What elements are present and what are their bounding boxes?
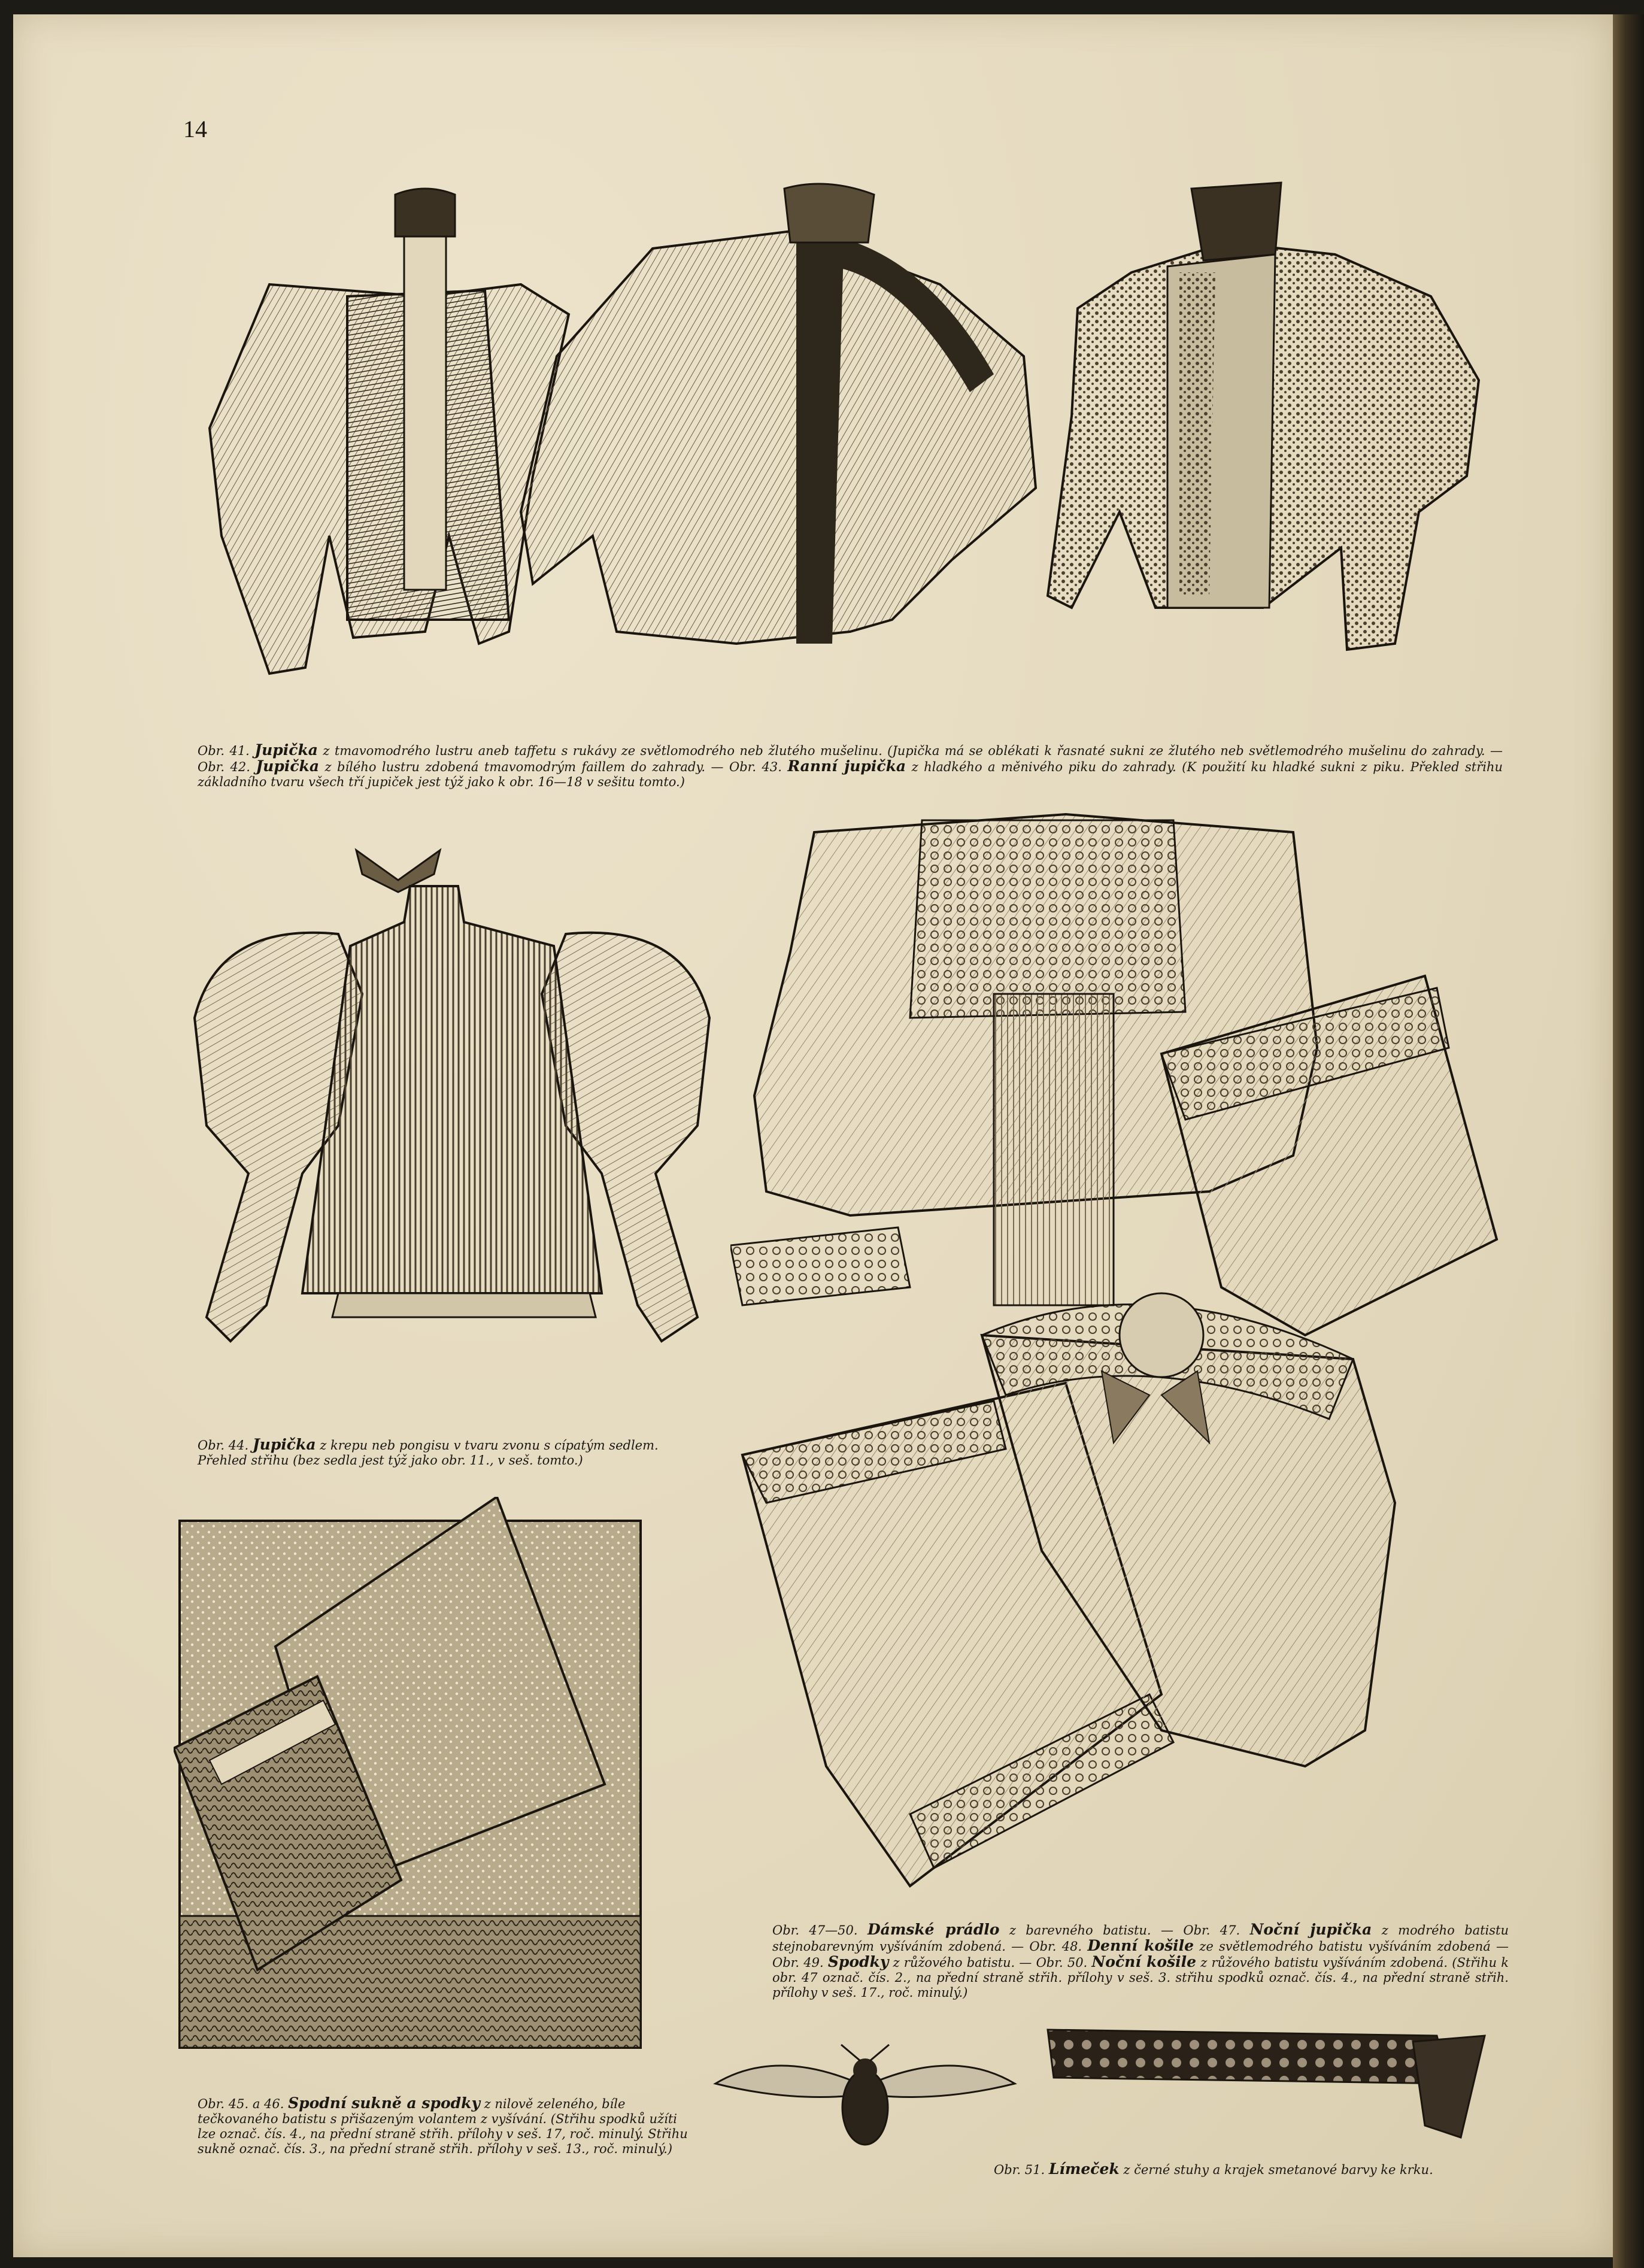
- petticoat-illustration: [174, 1497, 700, 2066]
- caption-text: z krepu neb pongisu v tvaru zvonu s cípatým sedlem. Přehled střihu (bez sedla jest týž jako obr. 11., v seš. tomto.): [198, 1438, 659, 1467]
- caption-text: Obr. 51.: [994, 2163, 1049, 2177]
- caption-term: Noční jupička: [1249, 1921, 1372, 1938]
- caption-term: Dámské prádlo: [867, 1921, 1000, 1938]
- caption-term: Ranní jupička: [787, 757, 906, 775]
- caption-term: Límeček: [1048, 2160, 1120, 2178]
- bell-jacket-illustration: [183, 838, 727, 1407]
- book-spine: [1613, 14, 1644, 2268]
- caption-text: z barevného batistu. — Obr. 47.: [999, 1923, 1250, 1937]
- ribbon-collar-illustration: [1042, 2018, 1491, 2143]
- caption-text: z růžového batistu. — Obr. 50.: [888, 1955, 1092, 1970]
- caption-text: z růžového batistu vyšíváním zdobená. (Střihu k obr. 47 označ. čís. 2., na přední straně střih. přílohy v seš. 3. střihu spodků označ. čís. 4., na přední straně střih. přílohy v seš. 17., roč. minulý.): [772, 1955, 1509, 2000]
- caption-term: Jupička: [256, 757, 320, 775]
- caption-text: z nilově zeleného, bíle tečkovaného batistu s přišazeným volantem z vyšívání. (Střihu spodků užíti lze označ. čís. 4., na přední straně střih. přílohy v seš. 17, roč. minulý. Střihu sukně označ. čís. 3., na přední straně střih. přílohy v seš. 13., roč. minulý.): [198, 2097, 688, 2156]
- caption-text: z tmavomodrého lustru aneb taffetu s rukávy ze světlomodrého neb žlutého mušelinu. (Jupička má se oblékati k řasnaté sukni ze žlutého neb světlemodrého mušelinu do zahrady. — Obr. 42.: [198, 744, 1503, 774]
- caption-text: Obr. 47—50.: [772, 1923, 868, 1937]
- caption-fig-41-43: [198, 742, 1503, 790]
- caption-term: Jupička: [254, 741, 318, 759]
- caption-term: Denní košile: [1087, 1937, 1194, 1954]
- caption-text: Obr. 45. a 46.: [198, 2097, 289, 2111]
- caption-text: z černé stuhy a krajek smetanové barvy ke krku.: [1119, 2163, 1433, 2177]
- caption-fig-44: [198, 1437, 700, 1468]
- caption-text: z modrého batistu stejnobarevným vyšíváním zdobená. — Obr. 48.: [772, 1923, 1509, 1954]
- caption-term: Noční košile: [1091, 1953, 1197, 1970]
- three-jackets-illustration: [198, 177, 1485, 715]
- caption-text: z hladkého a měnivého piku do zahrady. (K použití ku hladké sukni z piku. Překled střihu základního tvaru všech tří jupiček jest týž jako k obr. 16—18 v sešitu tomto.): [198, 760, 1503, 789]
- lingerie-set-illustration: [730, 796, 1509, 1892]
- caption-text: z bílého lustru zdobená tmavomodrým faillem do zahrady. — Obr. 43.: [319, 760, 788, 774]
- caption-fig-45-46: [198, 2096, 694, 2157]
- caption-fig-47-50: [772, 1922, 1509, 2000]
- caption-text: Obr. 44.: [198, 1438, 253, 1453]
- caption-text: Obr. 41.: [198, 744, 255, 758]
- caption-text: ze světlemodrého batistu vyšíváním zdobená — Obr. 49.: [772, 1939, 1509, 1970]
- caption-fig-51: [994, 2161, 1521, 2178]
- page-number: 14: [183, 116, 207, 142]
- caption-term: Spodní sukně a spodky: [288, 2094, 480, 2112]
- caption-term: Spodky: [827, 1953, 889, 1970]
- caption-term: Jupička: [252, 1436, 316, 1453]
- insect-ornament: [703, 2042, 1024, 2152]
